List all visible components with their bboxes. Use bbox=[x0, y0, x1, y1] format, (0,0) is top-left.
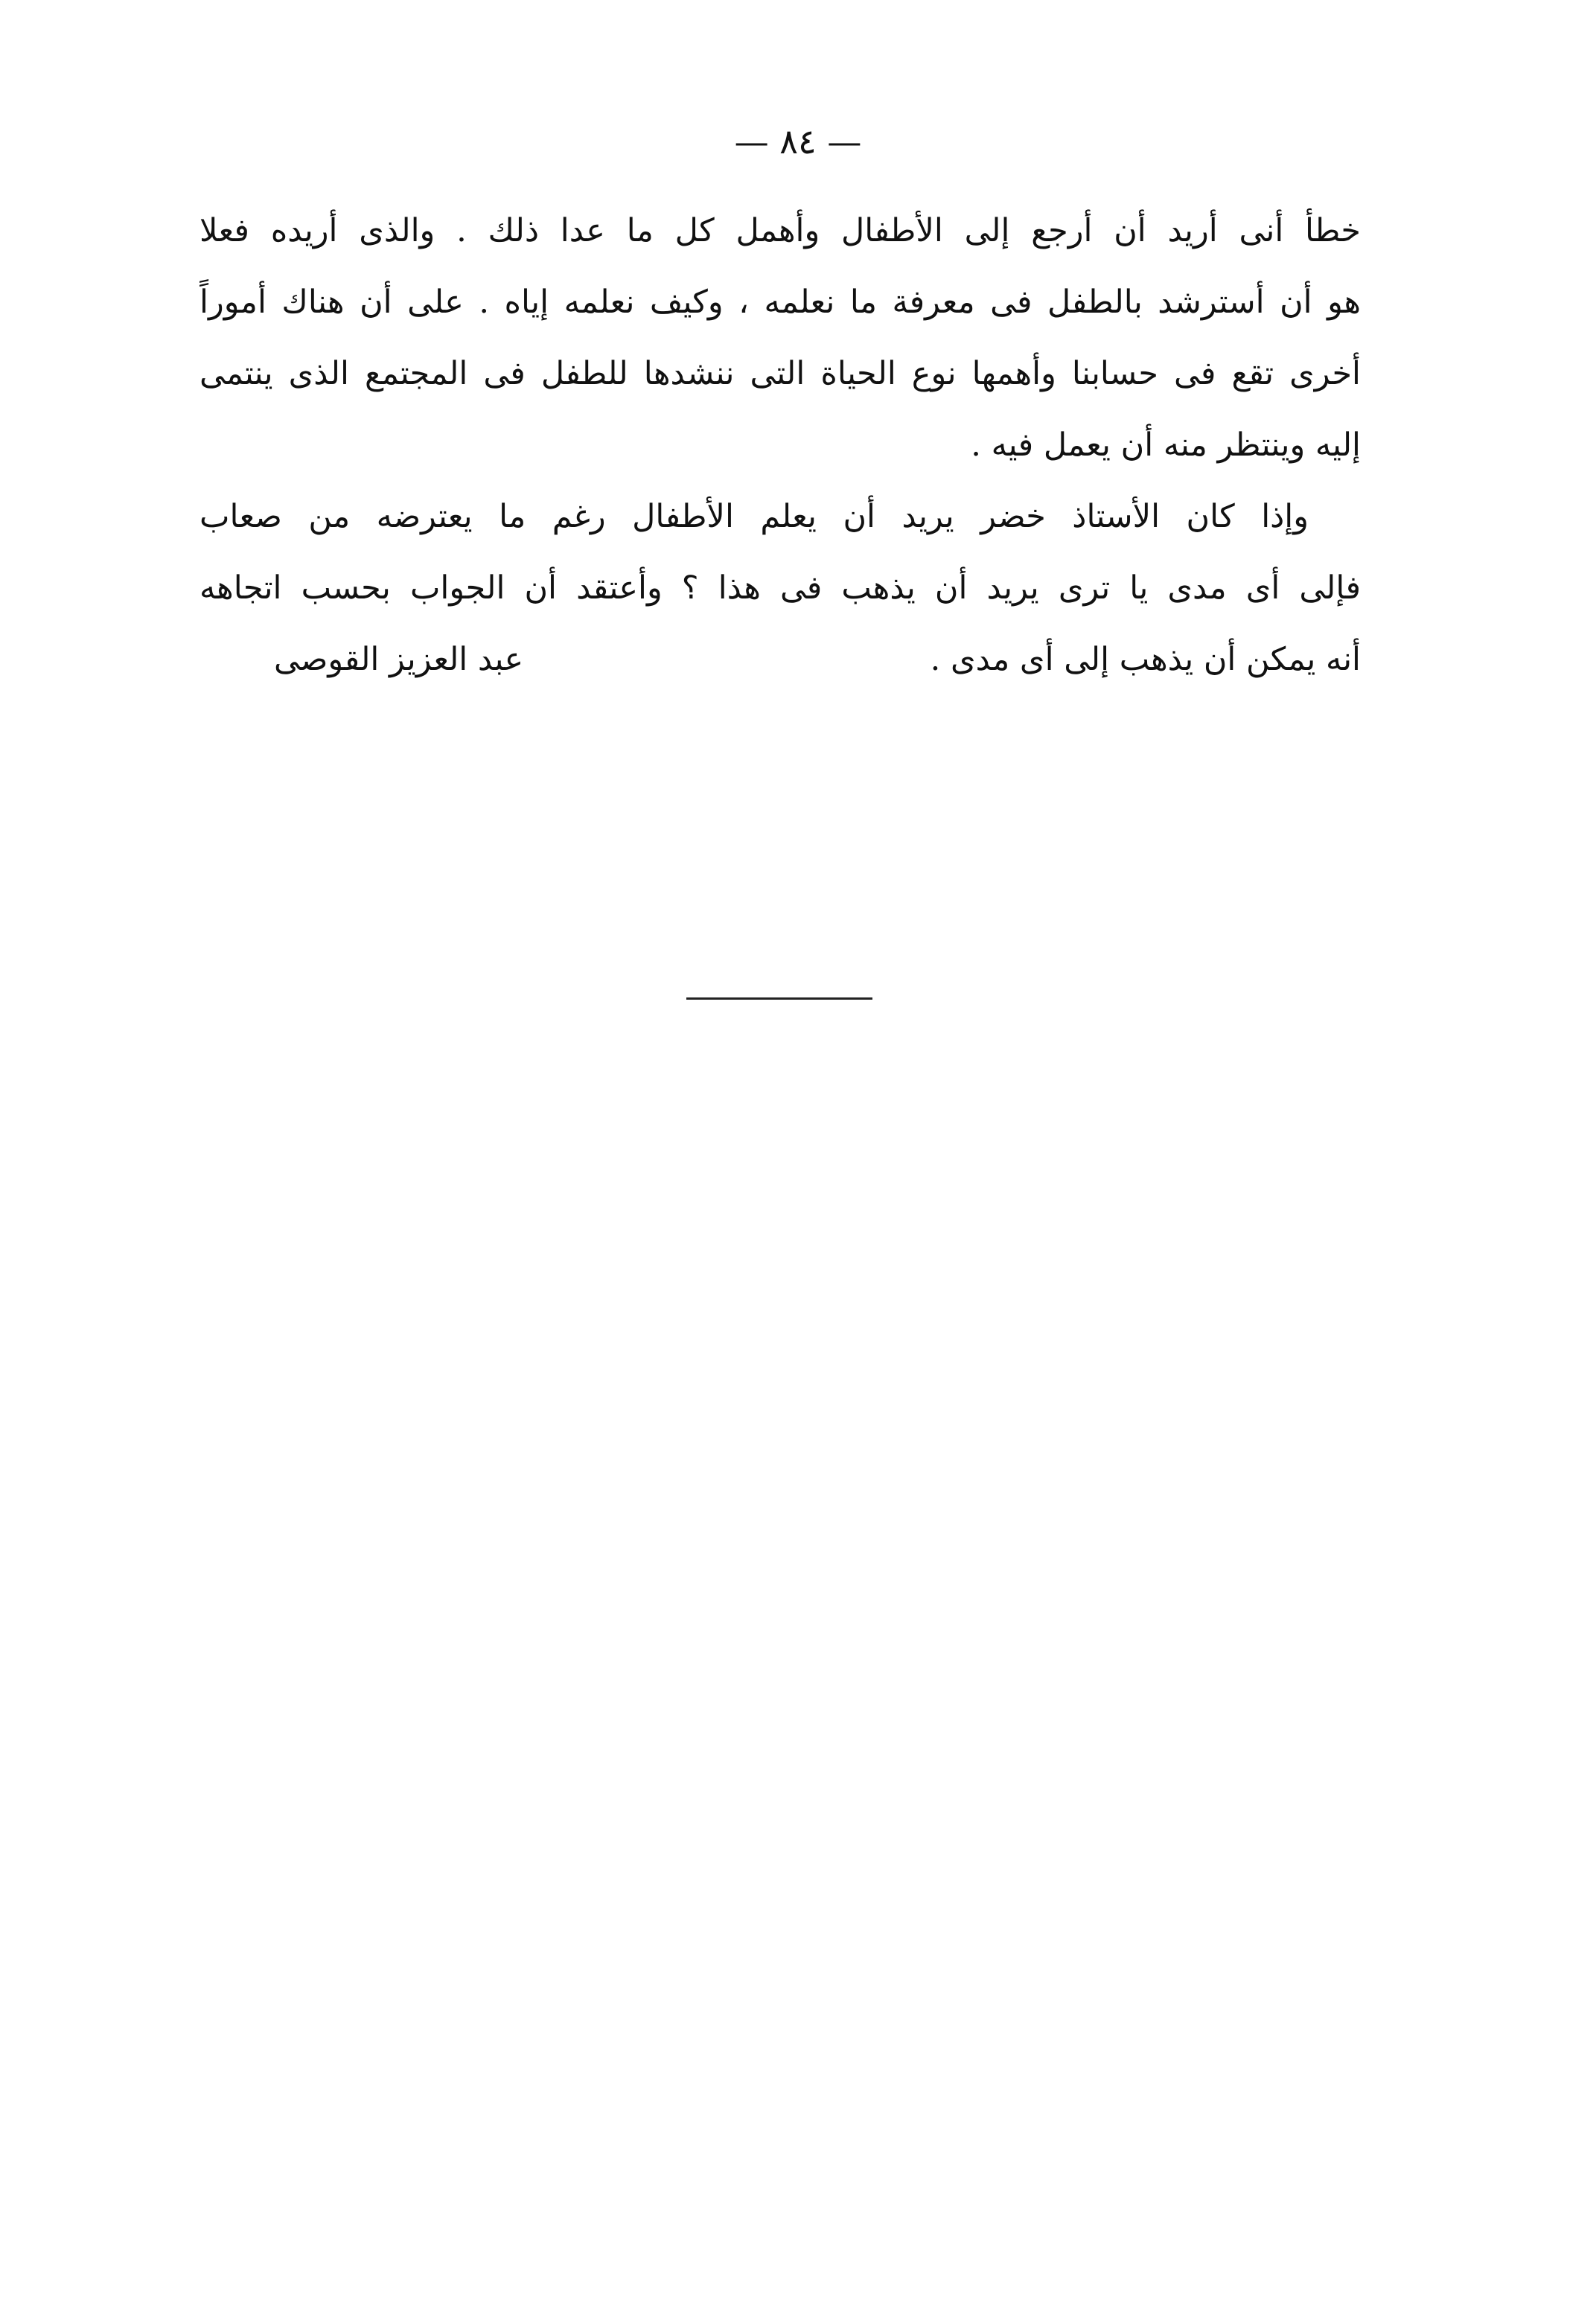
text-line: إليه وينتظر منه أن يعمل فيه . bbox=[971, 427, 1361, 464]
article-body bbox=[200, 195, 1361, 695]
closing-line bbox=[200, 624, 1361, 695]
text-line: هو أن أسترشد بالطفل فى معرفة ما نعلمه ، وكيف نعلمه إياه . على أن هناك أموراً bbox=[200, 284, 1361, 321]
text-line: أنه يمكن أن يذهب إلى أى مدى . bbox=[930, 641, 1361, 678]
text-line: خطأ أنى أريد أن أرجع إلى الأطفال وأهمل كل ما عدا ذلك . والذى أريده فعلا bbox=[200, 212, 1361, 249]
page-number: — ٨٤ — bbox=[734, 121, 862, 162]
end-divider bbox=[686, 997, 872, 1000]
text-line: وإذا كان الأستاذ خضر يريد أن يعلم الأطفال رغم ما يعترضه من صعاب bbox=[200, 498, 1309, 535]
author-signature: عبد العزيز القوصى bbox=[274, 641, 524, 678]
text-line: أخرى تقع فى حسابنا وأهمها نوع الحياة التى ننشدها للطفل فى المجتمع الذى ينتمى bbox=[200, 355, 1361, 392]
text-line: فإلى أى مدى يا ترى يريد أن يذهب فى هذا ؟ وأعتقد أن الجواب بحسب اتجاهه bbox=[200, 569, 1361, 607]
